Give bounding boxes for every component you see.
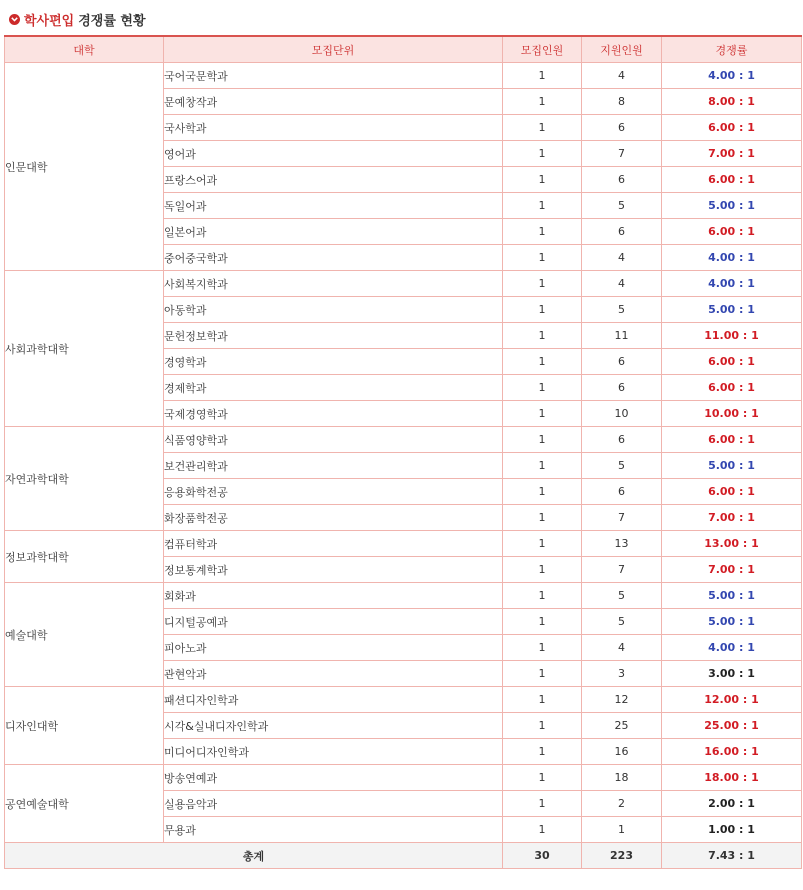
rate-cell: 6.00 : 1 xyxy=(662,219,802,245)
unit-name: 경제학과 xyxy=(164,375,503,401)
unit-name: 정보통계학과 xyxy=(164,557,503,583)
rate-cell: 2.00 : 1 xyxy=(662,791,802,817)
title-accent: 학사편입 xyxy=(24,13,75,29)
rate-cell: 4.00 : 1 xyxy=(662,245,802,271)
table-body xyxy=(5,63,802,843)
applicants-cell: 6 xyxy=(582,479,662,505)
rate-cell: 16.00 : 1 xyxy=(662,739,802,765)
table-row xyxy=(5,531,802,557)
rate-cell: 4.00 : 1 xyxy=(662,63,802,89)
applicants-cell: 6 xyxy=(582,427,662,453)
applicants-cell: 7 xyxy=(582,141,662,167)
header-quota: 모집인원 xyxy=(503,36,582,63)
quota-cell: 1 xyxy=(503,609,582,635)
rate-cell: 10.00 : 1 xyxy=(662,401,802,427)
unit-name: 디지털공예과 xyxy=(164,609,503,635)
applicants-cell: 3 xyxy=(582,661,662,687)
applicants-cell: 16 xyxy=(582,739,662,765)
unit-name: 응용화학전공 xyxy=(164,479,503,505)
quota-cell: 1 xyxy=(503,375,582,401)
applicants-cell: 6 xyxy=(582,349,662,375)
applicants-cell: 6 xyxy=(582,375,662,401)
rate-cell: 6.00 : 1 xyxy=(662,375,802,401)
applicants-cell: 1 xyxy=(582,817,662,843)
applicants-cell: 4 xyxy=(582,271,662,297)
unit-name: 문헌정보학과 xyxy=(164,323,503,349)
college-name: 자연과학대학 xyxy=(5,427,164,531)
applicants-cell: 13 xyxy=(582,531,662,557)
unit-name: 화장품학전공 xyxy=(164,505,503,531)
quota-cell: 1 xyxy=(503,635,582,661)
rate-cell: 7.00 : 1 xyxy=(662,505,802,531)
unit-name: 시각&실내디자인학과 xyxy=(164,713,503,739)
unit-name: 영어과 xyxy=(164,141,503,167)
applicants-cell: 6 xyxy=(582,167,662,193)
quota-cell: 1 xyxy=(503,141,582,167)
rate-cell: 8.00 : 1 xyxy=(662,89,802,115)
applicants-cell: 5 xyxy=(582,583,662,609)
applicants-cell: 5 xyxy=(582,609,662,635)
total-row xyxy=(5,843,802,869)
applicants-cell: 4 xyxy=(582,63,662,89)
applicants-cell: 25 xyxy=(582,713,662,739)
college-name: 사회과학대학 xyxy=(5,271,164,427)
applicants-cell: 11 xyxy=(582,323,662,349)
unit-name: 아동학과 xyxy=(164,297,503,323)
rate-cell: 6.00 : 1 xyxy=(662,479,802,505)
unit-name: 식품영양학과 xyxy=(164,427,503,453)
quota-cell: 1 xyxy=(503,245,582,271)
college-name: 예술대학 xyxy=(5,583,164,687)
total-label: 총계 xyxy=(5,843,503,869)
unit-name: 회화과 xyxy=(164,583,503,609)
applicants-cell: 5 xyxy=(582,297,662,323)
unit-name: 경영학과 xyxy=(164,349,503,375)
unit-name: 국사학과 xyxy=(164,115,503,141)
quota-cell: 1 xyxy=(503,297,582,323)
quota-cell: 1 xyxy=(503,349,582,375)
unit-name: 컴퓨터학과 xyxy=(164,531,503,557)
section-title xyxy=(9,9,146,29)
rate-cell: 7.00 : 1 xyxy=(662,557,802,583)
college-name: 인문대학 xyxy=(5,63,164,271)
quota-cell: 1 xyxy=(503,453,582,479)
table-row xyxy=(5,687,802,713)
quota-cell: 1 xyxy=(503,791,582,817)
rate-cell: 1.00 : 1 xyxy=(662,817,802,843)
unit-name: 일본어과 xyxy=(164,219,503,245)
quota-cell: 1 xyxy=(503,505,582,531)
applicants-cell: 6 xyxy=(582,115,662,141)
quota-cell: 1 xyxy=(503,193,582,219)
quota-cell: 1 xyxy=(503,63,582,89)
unit-name: 국제경영학과 xyxy=(164,401,503,427)
unit-name: 피아노과 xyxy=(164,635,503,661)
unit-name: 무용과 xyxy=(164,817,503,843)
rate-cell: 7.00 : 1 xyxy=(662,141,802,167)
rate-cell: 5.00 : 1 xyxy=(662,297,802,323)
rate-cell: 6.00 : 1 xyxy=(662,349,802,375)
applicants-cell: 18 xyxy=(582,765,662,791)
applicants-cell: 10 xyxy=(582,401,662,427)
table-row xyxy=(5,63,802,89)
total-applicants: 223 xyxy=(582,843,662,869)
rate-cell: 5.00 : 1 xyxy=(662,193,802,219)
unit-name: 관현악과 xyxy=(164,661,503,687)
rate-cell: 4.00 : 1 xyxy=(662,271,802,297)
quota-cell: 1 xyxy=(503,817,582,843)
rate-cell: 6.00 : 1 xyxy=(662,115,802,141)
unit-name: 미디어디자인학과 xyxy=(164,739,503,765)
unit-name: 실용음악과 xyxy=(164,791,503,817)
title-text: 경쟁률 현황 xyxy=(78,13,146,29)
rate-cell: 5.00 : 1 xyxy=(662,609,802,635)
quota-cell: 1 xyxy=(503,739,582,765)
quota-cell: 1 xyxy=(503,479,582,505)
table-row xyxy=(5,427,802,453)
quota-cell: 1 xyxy=(503,687,582,713)
unit-name: 독일어과 xyxy=(164,193,503,219)
rate-cell: 5.00 : 1 xyxy=(662,453,802,479)
rate-cell: 5.00 : 1 xyxy=(662,583,802,609)
quota-cell: 1 xyxy=(503,531,582,557)
unit-name: 사회복지학과 xyxy=(164,271,503,297)
applicants-cell: 7 xyxy=(582,557,662,583)
quota-cell: 1 xyxy=(503,167,582,193)
header-applicants: 지원인원 xyxy=(582,36,662,63)
unit-name: 프랑스어과 xyxy=(164,167,503,193)
rate-cell: 6.00 : 1 xyxy=(662,427,802,453)
applicants-cell: 12 xyxy=(582,687,662,713)
unit-name: 중어중국학과 xyxy=(164,245,503,271)
quota-cell: 1 xyxy=(503,765,582,791)
applicants-cell: 8 xyxy=(582,89,662,115)
quota-cell: 1 xyxy=(503,401,582,427)
total-quota: 30 xyxy=(503,843,582,869)
unit-name: 보건관리학과 xyxy=(164,453,503,479)
applicants-cell: 5 xyxy=(582,193,662,219)
rate-cell: 3.00 : 1 xyxy=(662,661,802,687)
quota-cell: 1 xyxy=(503,271,582,297)
chevron-down-circle-icon xyxy=(9,14,20,25)
applicants-cell: 4 xyxy=(582,635,662,661)
header-rate: 경쟁률 xyxy=(662,36,802,63)
quota-cell: 1 xyxy=(503,713,582,739)
quota-cell: 1 xyxy=(503,89,582,115)
quota-cell: 1 xyxy=(503,115,582,141)
header-college: 대학 xyxy=(5,36,164,63)
rate-cell: 4.00 : 1 xyxy=(662,635,802,661)
table-header-row xyxy=(5,36,802,63)
unit-name: 문예창작과 xyxy=(164,89,503,115)
table-row xyxy=(5,583,802,609)
applicants-cell: 2 xyxy=(582,791,662,817)
applicants-cell: 7 xyxy=(582,505,662,531)
college-name: 디자인대학 xyxy=(5,687,164,765)
rate-cell: 13.00 : 1 xyxy=(662,531,802,557)
applicants-cell: 4 xyxy=(582,245,662,271)
unit-name: 패션디자인학과 xyxy=(164,687,503,713)
quota-cell: 1 xyxy=(503,661,582,687)
total-rate: 7.43 : 1 xyxy=(662,843,802,869)
rate-cell: 18.00 : 1 xyxy=(662,765,802,791)
quota-cell: 1 xyxy=(503,219,582,245)
quota-cell: 1 xyxy=(503,583,582,609)
rate-cell: 6.00 : 1 xyxy=(662,167,802,193)
applicants-cell: 5 xyxy=(582,453,662,479)
quota-cell: 1 xyxy=(503,323,582,349)
quota-cell: 1 xyxy=(503,557,582,583)
rate-cell: 12.00 : 1 xyxy=(662,687,802,713)
unit-name: 방송연예과 xyxy=(164,765,503,791)
competition-rate-table xyxy=(4,35,802,869)
header-unit: 모집단위 xyxy=(164,36,503,63)
rate-cell: 11.00 : 1 xyxy=(662,323,802,349)
rate-cell: 25.00 : 1 xyxy=(662,713,802,739)
table-row xyxy=(5,271,802,297)
unit-name: 국어국문학과 xyxy=(164,63,503,89)
college-name: 공연예술대학 xyxy=(5,765,164,843)
applicants-cell: 6 xyxy=(582,219,662,245)
quota-cell: 1 xyxy=(503,427,582,453)
college-name: 정보과학대학 xyxy=(5,531,164,583)
table-row xyxy=(5,765,802,791)
